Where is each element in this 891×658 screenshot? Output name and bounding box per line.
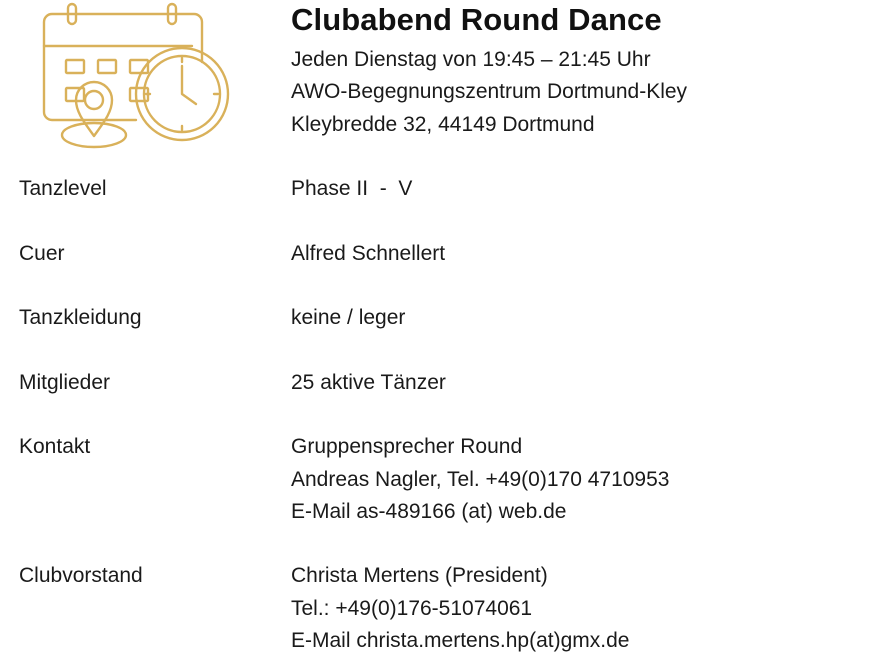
- row-label: Cuer: [19, 242, 65, 265]
- row-label: Tanzlevel: [19, 177, 107, 200]
- row-value-line: Alfred Schnellert: [291, 242, 446, 265]
- row-value-line: Phase II - V: [291, 177, 413, 200]
- row-value: [291, 431, 669, 529]
- calendar-clock-location-icon: [36, 0, 236, 152]
- email-text: E-Mail christa.mertens.hp(at)gmx.de: [291, 629, 630, 652]
- row-value-line: Christa Mertens (President): [291, 564, 548, 587]
- row-value-line: keine / leger: [291, 306, 406, 329]
- row-value-line: Andreas Nagler, Tel. +49(0)170 4710953: [291, 467, 670, 491]
- row-value-line: 25 aktive Tänzer: [291, 371, 446, 394]
- row-value-line: Tel.: +49(0)176-51074061: [291, 596, 533, 620]
- schedule-line: Jeden Dienstag von 19:45 – 21:45 Uhr: [291, 48, 651, 71]
- page-title: Clubabend Round Dance: [291, 2, 662, 37]
- email-text: E-Mail as-489166 (at) web.de: [291, 500, 567, 523]
- row-label: Mitglieder: [19, 371, 111, 394]
- row-label: Tanzkleidung: [19, 306, 142, 329]
- row-value-line: Gruppensprecher Round: [291, 435, 523, 458]
- row-value: [291, 560, 629, 658]
- row-label: Kontakt: [19, 435, 91, 458]
- row-value: [291, 173, 412, 206]
- row-value: [291, 238, 445, 271]
- venue-line: AWO-Begegnungszentrum Dortmund-Kley: [291, 80, 688, 103]
- row-value: [291, 302, 405, 335]
- row-value: [291, 367, 446, 400]
- row-label: Clubvorstand: [19, 564, 143, 587]
- address-line: Kleybredde 32, 44149 Dortmund: [291, 113, 595, 136]
